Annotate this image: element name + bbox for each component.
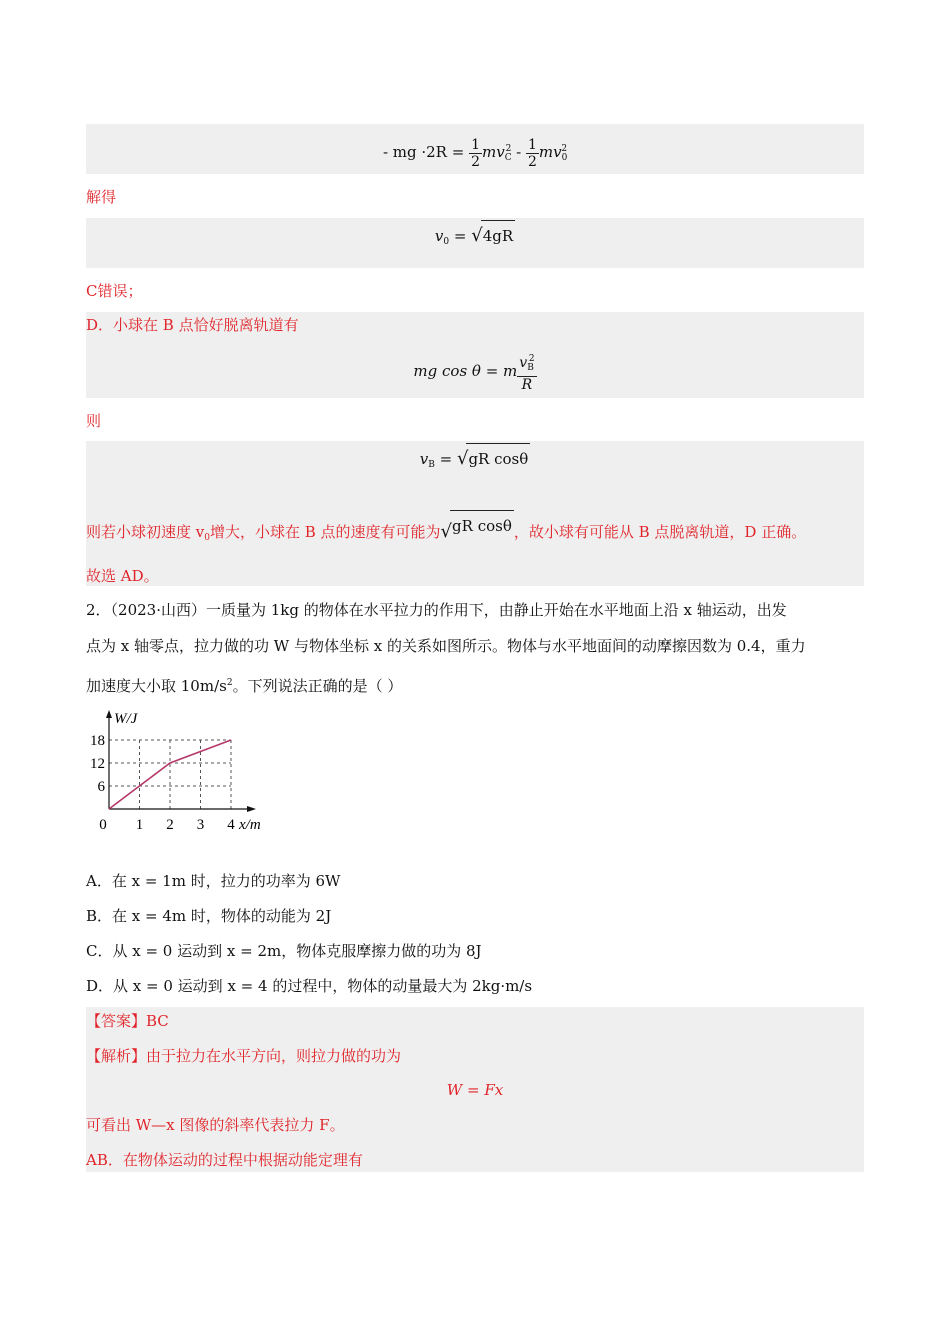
d-intro: D．小球在 B 点恰好脱离轨道有: [86, 316, 299, 334]
analysis-text: 【解析】由于拉力在水平方向，则拉力做的功为: [86, 1047, 402, 1065]
choose-ad: 故选 AD。: [86, 567, 159, 585]
equation-v0: $v_0 = √4gR$: [86, 220, 864, 250]
answer-label: 【答案】BC: [86, 1012, 169, 1030]
d-conclusion: 则若小球初速度 $v_0$增大，小球在 B 点的速度有可能为√gR cosθ ，故小球有可能从 B 点脱离轨道，D 正确。: [86, 510, 806, 553]
option-d: D．从 x = 0 运动到 x = 4 的过程中，物体的动量最大为 2kg·m/s: [86, 977, 533, 995]
c-wrong: C错误；: [86, 282, 143, 300]
then-label: 则: [86, 412, 102, 430]
equation-vb: $v_B = √gR$ cosθ: [86, 443, 864, 473]
equation-energy: - mg ·2R = $\frac{1}{2}$ $mv_C^2$ - $\frac{1}{2}$ $mv_0^2$: [382, 136, 568, 170]
eq1-frac1: $\frac{1}{2}$: [471, 136, 481, 170]
series-line-w: [109, 740, 231, 809]
equation-centripetal: mg cos θ = m $\frac{v_B^2}{R}$: [86, 348, 864, 394]
solve-label: 解得: [86, 188, 117, 206]
x-tick-label-0: 0: [99, 817, 107, 832]
eq2-radicand: 4gR: [481, 220, 515, 251]
x-tick-label-4: 4: [227, 817, 235, 832]
eq1-frac2: $\frac{1}{2}$: [527, 136, 537, 170]
eq1-lhs: - mg ·2R =: [382, 143, 465, 161]
y-axis-arrow: [106, 710, 112, 718]
option-a: A．在 x = 1m 时，拉力的功率为 6W: [86, 872, 341, 890]
y-tick-label-6: 6: [97, 779, 105, 795]
x-tick-label-1: 1: [135, 817, 144, 832]
option-b: B．在 x = 4m 时，物体的动能为 2J: [86, 907, 332, 925]
y-tick-label-18: 18: [90, 733, 105, 749]
x-axis-arrow: [247, 806, 256, 812]
equation-work: W = Fx: [446, 1081, 504, 1099]
work-displacement-chart: [84, 704, 274, 832]
slope-text: 可看出 W—x 图像的斜率代表拉力 F。: [86, 1116, 345, 1134]
y-axis-label: W/J: [114, 711, 138, 727]
question-line-3: 加速度大小取 $10m/s^2$。下列说法正确的是（ ）: [86, 677, 403, 695]
x-axis-label: x/m: [239, 817, 261, 832]
y-tick-label-12: 12: [90, 756, 105, 772]
ab-text: AB．在物体运动的过程中根据动能定理有: [86, 1151, 363, 1169]
question-line-2: 点为 x 轴零点，拉力做的功 W 与物体坐标 x 的关系如图所示。物体与水平地面间的动摩擦因数为 0.4，重力: [86, 637, 806, 655]
question-line-1: 2．（2023·山西）一质量为 1kg 的物体在水平拉力的作用下，由静止开始在水平地面上沿 x 轴运动，出发: [86, 601, 787, 619]
x-tick-label-2: 2: [166, 817, 174, 832]
x-tick-label-3: 3: [196, 817, 205, 832]
option-c: C．从 x = 0 运动到 x = 2m，物体克服摩擦力做的功为 8J: [86, 942, 482, 960]
